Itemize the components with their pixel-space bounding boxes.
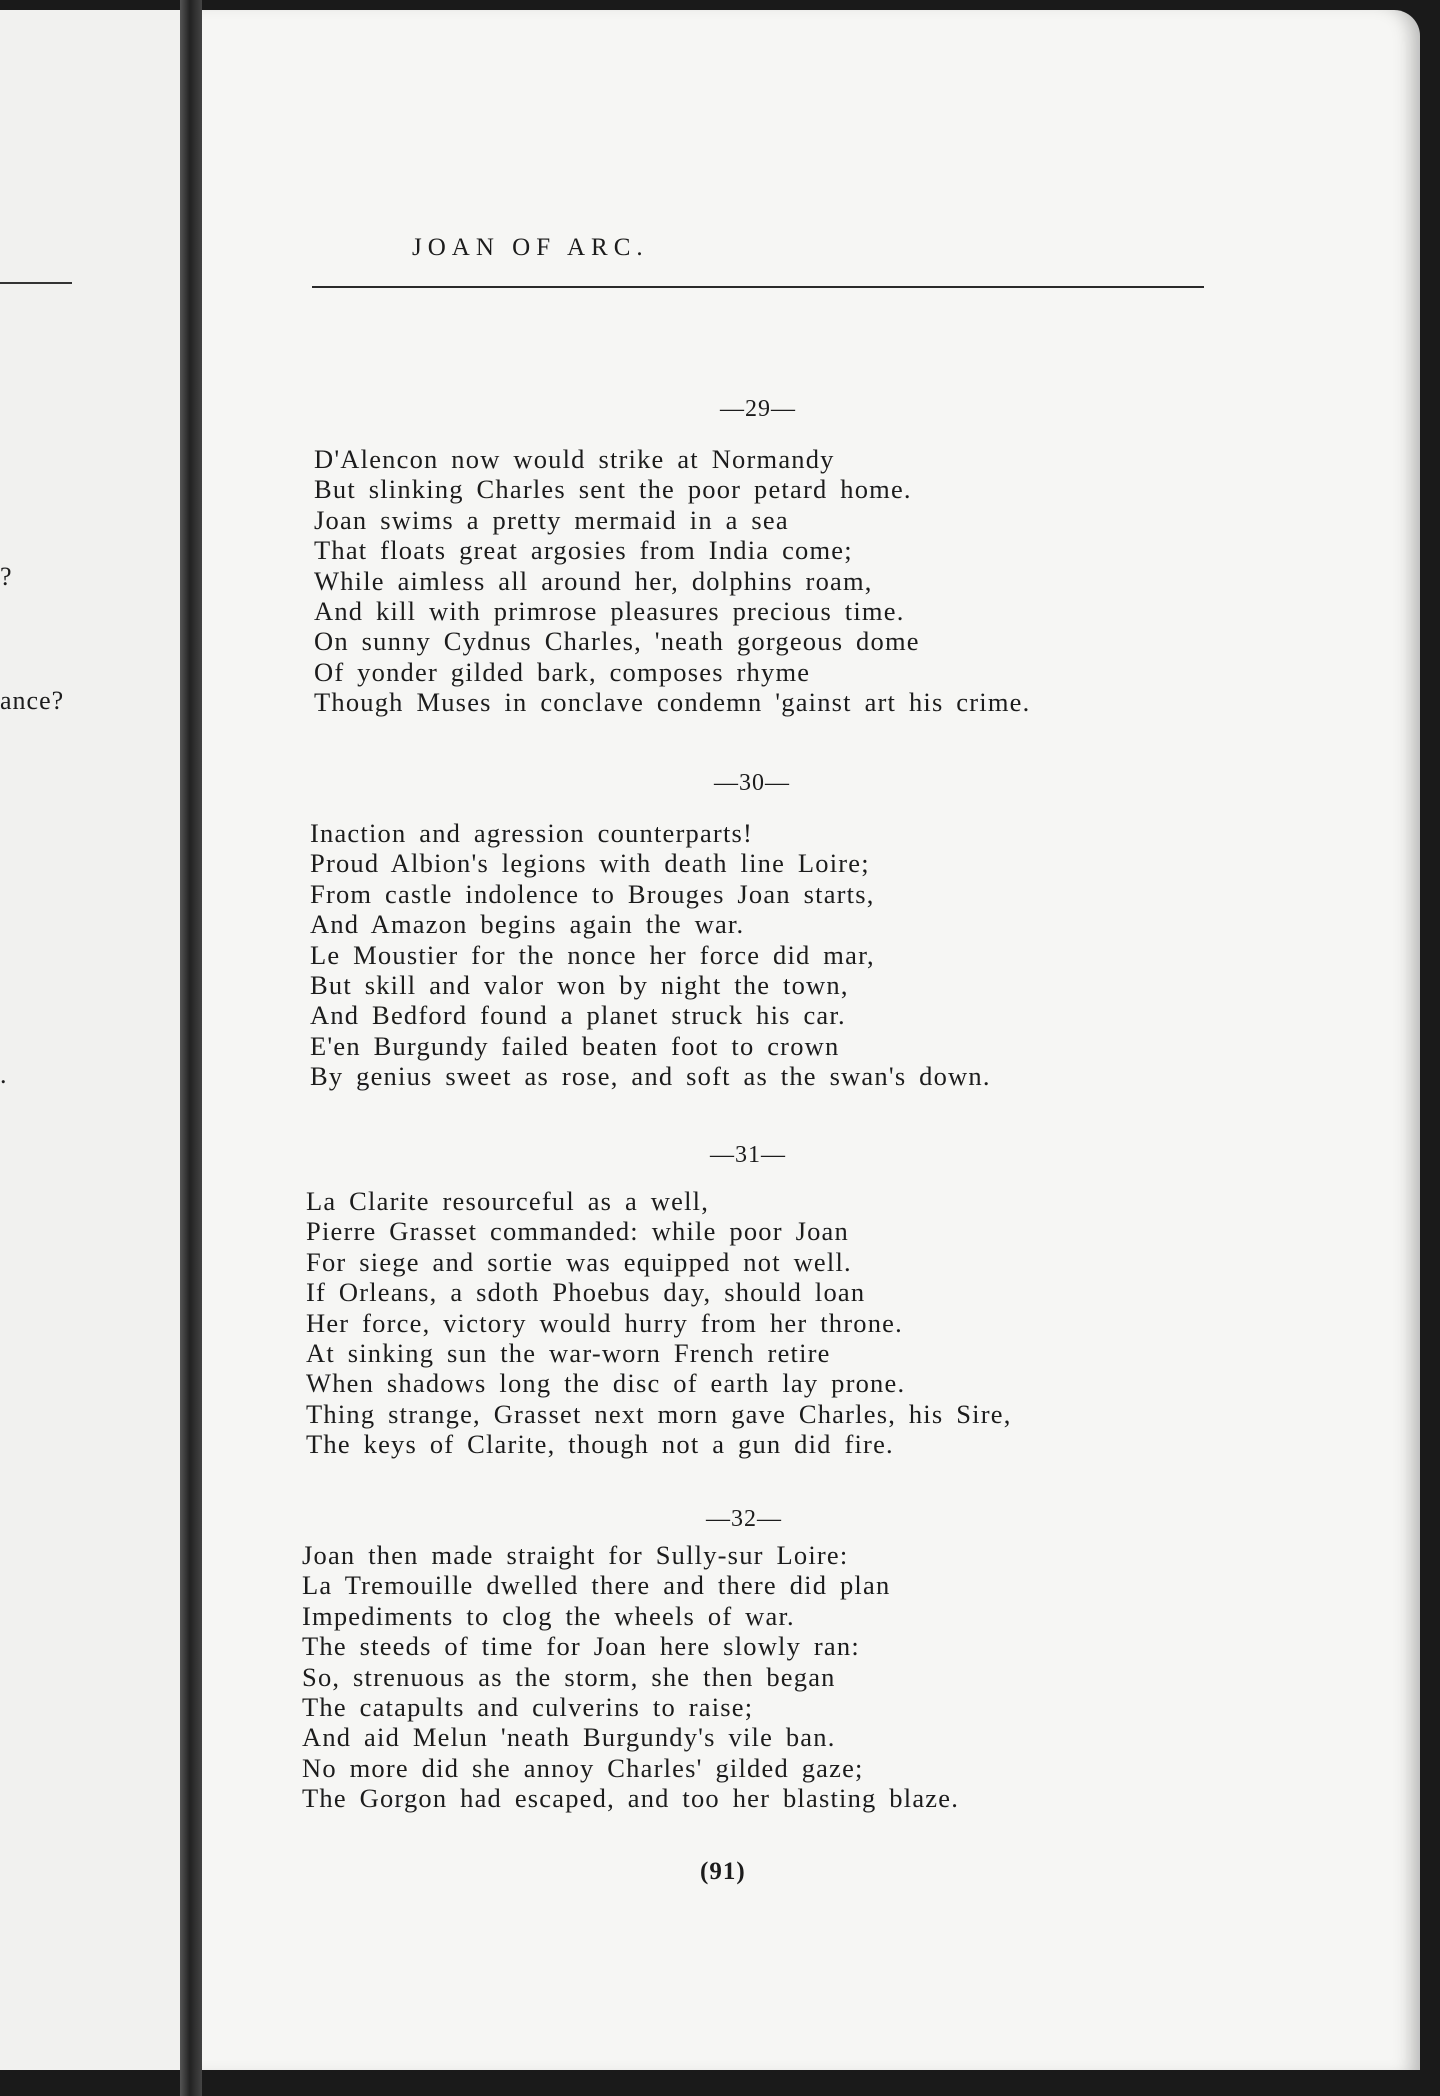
verse-line: The Gorgon had escaped, and too her blasting blaze. (302, 1783, 960, 1814)
verse-line: If Orleans, a sdoth Phoebus day, should loan (306, 1277, 866, 1308)
verse-line: Proud Albion's legions with death line Loire; (310, 848, 870, 879)
verse-line: The catapults and culverins to raise; (302, 1692, 754, 1723)
verse-line: Inaction and agression counterparts! (310, 818, 754, 848)
running-head-rule (312, 286, 1204, 288)
verse-line: D'Alencon now would strike at Normandy (314, 444, 835, 474)
stanza-number: —29— (720, 396, 796, 422)
verse-line: For siege and sortie was equipped not well. (306, 1246, 852, 1277)
verse-line: And kill with primrose pleasures precious time. (314, 596, 905, 627)
verse-line: Joan swims a pretty mermaid in a sea (314, 504, 789, 535)
verse-line: Le Moustier for the nonce her force did mar, (310, 939, 875, 970)
verse-line: By genius sweet as rose, and soft as the swan's down. (310, 1061, 991, 1092)
verse-line: Impediments to clog the wheels of war. (302, 1600, 795, 1631)
facing-page-fragment: ? (0, 562, 13, 591)
verse-line: That floats great argosies from India come; (314, 535, 853, 566)
verse-line: When shadows long the disc of earth lay prone. (306, 1368, 906, 1399)
verse-line: Though Muses in conclave condemn 'gainst art his crime. (314, 687, 1031, 718)
verse-line: Of yonder gilded bark, composes rhyme (314, 656, 811, 687)
verse-line: But slinking Charles sent the poor petard home. (314, 474, 912, 505)
verse-line: Joan then made straight for Sully-sur Loire: (302, 1540, 849, 1570)
verse-line: The keys of Clarite, though not a gun did fire. (306, 1429, 894, 1460)
verse-line: So, strenuous as the storm, she then began (302, 1661, 836, 1692)
stanza (314, 444, 1030, 718)
facing-page-fragment: ance? (0, 686, 65, 715)
verse-line: From castle indolence to Brouges Joan starts, (310, 878, 875, 909)
facing-page-rule (0, 282, 72, 284)
verse-line: No more did she annoy Charles' gilded gaze; (302, 1752, 864, 1783)
stanza (310, 818, 991, 1092)
running-head: JOAN OF ARC. (412, 234, 649, 261)
stanza (306, 1186, 1012, 1460)
verse-line: At sinking sun the war-worn French retire (306, 1338, 831, 1369)
verse-line: Her force, victory would hurry from her throne. (306, 1307, 903, 1338)
stanza-number: —30— (714, 770, 790, 796)
facing-page (0, 10, 180, 2070)
verse-line: La Clarite resourceful as a well, (306, 1186, 710, 1216)
verse-line: Pierre Grasset commanded: while poor Joan (306, 1216, 849, 1247)
page-number: (91) (700, 1858, 746, 1885)
facing-page-fragment: . (0, 1060, 8, 1089)
stanza (302, 1540, 959, 1814)
stanza-number: —31— (710, 1142, 786, 1168)
verse-line: Thing strange, Grasset next morn gave Charles, his Sire, (306, 1398, 1012, 1429)
verse-line: And Bedford found a planet struck his car. (310, 1000, 846, 1031)
verse-line: But skill and valor won by night the town, (310, 970, 849, 1001)
verse-line: On sunny Cydnus Charles, 'neath gorgeous dome (314, 626, 920, 657)
verse-line: La Tremouille dwelled there and there did plan (302, 1570, 891, 1601)
stanza-number: —32— (706, 1506, 782, 1532)
verse-line: And Amazon begins again the war. (310, 909, 745, 940)
verse-line: While aimless all around her, dolphins roam, (314, 565, 873, 596)
verse-line: The steeds of time for Joan here slowly ran: (302, 1631, 860, 1662)
verse-line: And aid Melun 'neath Burgundy's vile ban. (302, 1722, 836, 1753)
book-gutter (180, 0, 202, 2096)
verse-line: E'en Burgundy failed beaten foot to crown (310, 1030, 840, 1061)
